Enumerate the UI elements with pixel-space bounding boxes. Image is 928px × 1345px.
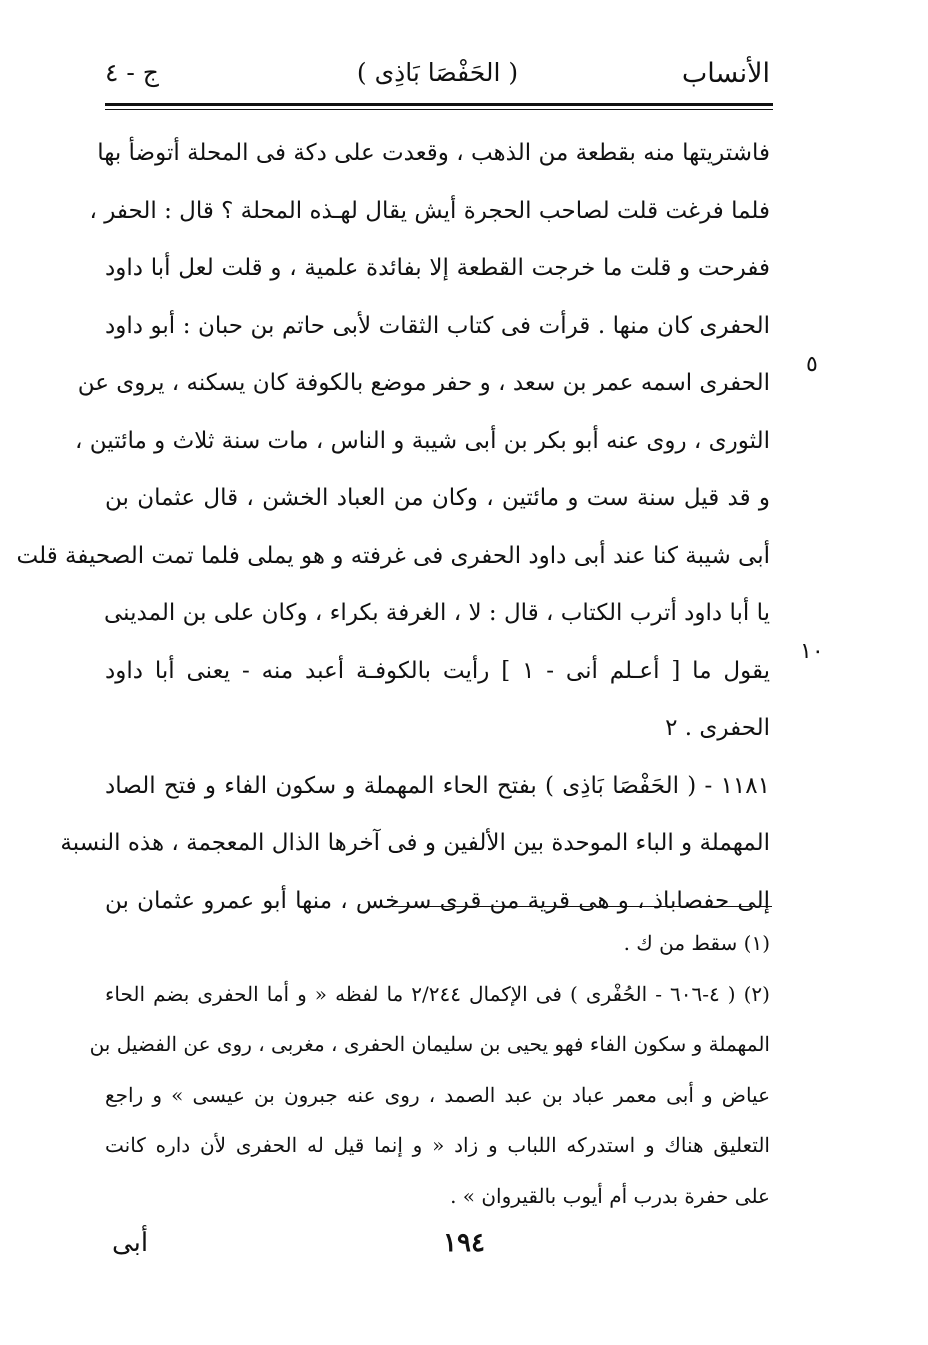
- text-line: الحفرى كان منها . قرأت فى كتاب الثقات لأبى حاتم بن حبان : أبو داود: [105, 312, 770, 339]
- text-line: الثورى ، روى عنه أبو بكر بن أبى شيبة و الناس ، مات سنة ثلاث و مائتين ،: [75, 427, 770, 454]
- header-rule: [105, 103, 773, 106]
- text-line: الحفرى اسمه عمر بن سعد ، و حفر موضع بالكوفة كان يسكنه ، يروى عن: [77, 370, 770, 396]
- text-line: إلى حفصاباذ ، و هى قرية من قرى سرخس ، منها أبو عمرو عثمان بن: [105, 887, 770, 914]
- text-line: يا أبا داود أترب الكتاب ، قال : لا ، الغرفة بكراء ، وكان على بن المدينى: [103, 600, 770, 626]
- text-line: يقول ما [ أعـلم أنى - ١ ] رأيت بالكوفـة أعبد منه - يعنى أبا داود: [105, 657, 770, 684]
- book-title: الأنساب: [681, 58, 770, 89]
- text-line: فاشتريتها منه بقطعة من الذهب ، وقعدت على دكة فى المحلة أتوضأ بها: [97, 140, 770, 166]
- footnote-line: عياض و أبى معمر عباد بن عبد الصمد ، روى عنه جبرون بن عيسى » و راجع: [105, 1082, 770, 1107]
- footnote-rule: [392, 906, 772, 907]
- text-line: المهملة و الباء الموحدة بين الألفين و فى آخرها الذال المعجمة ، هذه النسبة: [60, 830, 770, 856]
- line-number-5: ٥: [806, 352, 818, 377]
- line-number-10: ١٠: [800, 639, 824, 664]
- running-header: [105, 58, 770, 98]
- text-line: و قد قيل سنة ست و مائتين ، وكان من العباد الخشن ، قال عثمان بن: [105, 485, 770, 511]
- footnote-line: التعليق هناك و استدركه اللباب و زاد « و إنما قيل له الحفرى لأن داره كانت: [105, 1133, 770, 1157]
- text-line: فلما فرغت قلت لصاحب الحجرة أيش يقال لهـذه المحلة ؟ قال : الحفر ،: [89, 197, 770, 224]
- footnote-line: (٢) ( ٤-٦٠٦ - الحُفْرى ) فى الإكمال ٢/٢٤٤ ما لفظه « و أما الحفرى بضم الحاء: [105, 981, 770, 1006]
- footnote-line: (١) سقط من ك .: [623, 931, 770, 955]
- footnote-line: المهملة و سكون الفاء فهو يحيى بن سليمان الحفرى ، مغربى ، روى عن الفضيل بن: [89, 1032, 770, 1056]
- volume-label: ج - ٤: [105, 58, 159, 87]
- entry-title: ( الحَفْصَا بَاذِى ): [356, 58, 519, 87]
- entry-heading-line: ١١٨١ - ( الحَفْصَا بَاذِى ) بفتح الحاء المهملة و سكون الفاء و فتح الصاد: [105, 772, 770, 799]
- page-number: ١٩٤: [443, 1228, 485, 1258]
- text-line: ففرحت و قلت ما خرجت القطعة إلا بفائدة علمية ، و قلت لعل أبا داود: [105, 255, 770, 281]
- text-line: أبى شيبة كنا عند أبى داود الحفرى فى غرفته و هو يملى فلما تمت الصحيفة قلت: [16, 542, 770, 569]
- catchword: أبى: [112, 1228, 149, 1258]
- footnote-line: على حفرة بدرب أم أيوب بالقيروان » .: [450, 1183, 770, 1208]
- main-text: [16, 125, 770, 930]
- text-line: الحفرى . ٢: [665, 715, 770, 741]
- footnotes: [89, 918, 770, 1221]
- header-rule-thin: [105, 109, 773, 110]
